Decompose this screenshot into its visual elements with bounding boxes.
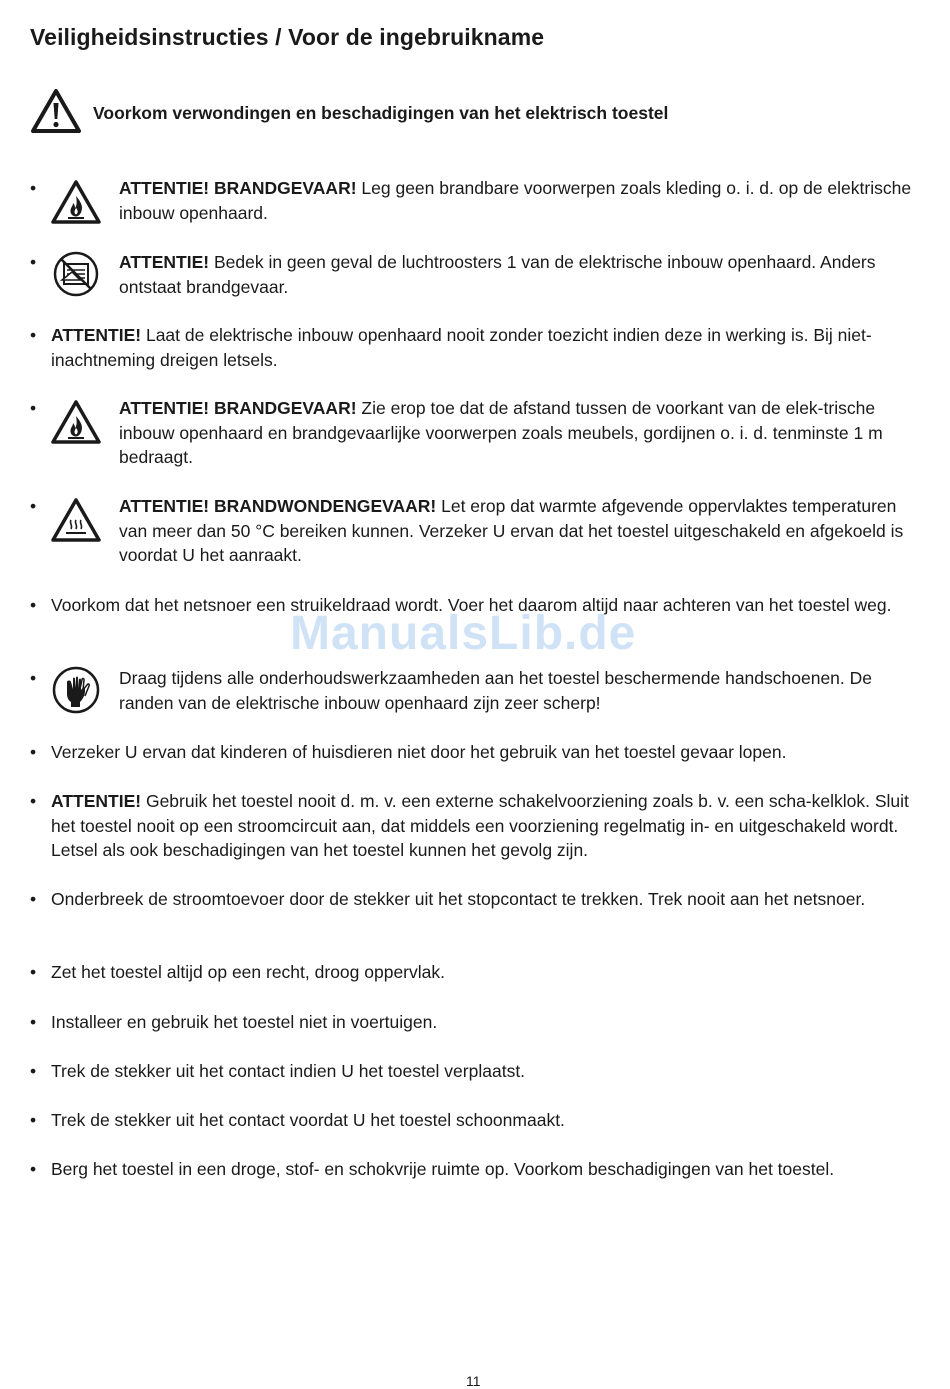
item-text: Zet het toestel altijd op een recht, droog oppervlak.	[51, 962, 445, 982]
item-strong: ATTENTIE! BRANDGEVAAR!	[119, 398, 357, 418]
list-item	[30, 250, 912, 299]
item-text: Onderbreek de stroomtoevoer door de stekker uit het stopcontact te trekken. Trek nooit aan het netsnoer.	[51, 889, 866, 909]
warning-triangle-icon	[30, 88, 82, 134]
item-text: Zie erop toe dat de afstand tussen de voorkant van de elek-trische inbouw openhaard en brandgevaarlijke voorwerpen zoals meubels, gordijnen o. i. d. tenminste 1 m bedraagt.	[119, 398, 883, 467]
list-item	[30, 1108, 912, 1133]
bullet: •	[30, 889, 37, 909]
item-text: Draag tijdens alle onderhoudswerkzaamheden aan het toestel beschermende handschoenen. De randen van de elektrische inbouw openhaard zijn zeer scherp!	[119, 668, 873, 713]
bullet: •	[30, 1061, 37, 1081]
list-item	[30, 740, 912, 765]
list-item	[30, 1059, 912, 1084]
fire-hazard-triangle-icon	[50, 398, 102, 446]
item-text: Trek de stekker uit het contact indien U het toestel verplaatst.	[51, 1061, 526, 1081]
fire-hazard-triangle-icon	[50, 178, 102, 226]
main-warning: Voorkom verwondingen en beschadigingen van het elektrisch toestel	[93, 103, 669, 123]
bullet: •	[30, 668, 37, 688]
bullet: •	[30, 398, 37, 418]
list-item	[30, 323, 912, 372]
hot-surface-triangle-icon	[50, 496, 102, 544]
item-strong: ATTENTIE! BRANDWONDENGEVAAR!	[119, 496, 437, 516]
item-text: Trek de stekker uit het contact voordat U het toestel schoonmaakt.	[51, 1110, 565, 1130]
bullet: •	[30, 252, 37, 272]
item-strong: ATTENTIE!	[119, 252, 210, 272]
list-item	[30, 789, 912, 863]
do-not-cover-icon	[50, 250, 102, 298]
bullet: •	[30, 325, 37, 345]
page-title: Veiligheidsinstructies / Voor de ingebruikname	[30, 24, 545, 50]
bullet: •	[30, 742, 37, 762]
list-item	[30, 666, 912, 715]
bullet: •	[30, 1012, 37, 1032]
list-item	[30, 396, 912, 470]
item-text: Laat de elektrische inbouw openhaard nooit zonder toezicht indien deze in werking is. Bij niet- inachtneming dreigen letsels.	[51, 325, 872, 370]
list-item	[30, 1010, 912, 1035]
bullet: •	[30, 1159, 37, 1179]
item-text: Voorkom dat het netsnoer een struikeldraad wordt. Voer het daarom altijd naar achteren van het toestel weg.	[51, 595, 892, 615]
bullet: •	[30, 962, 37, 982]
list-item	[30, 960, 912, 985]
item-text: Gebruik het toestel nooit d. m. v. een externe schakelvoorziening zoals b. v. een scha-kelklok. Sluit het toestel nooit op een stroomcircuit aan, dat middels een voorziening regelmatig in- en uitgeschakeld wordt. Letsel als ook beschadigingen van het toestel kunnen het gevolg zijn.	[51, 791, 909, 860]
list-item	[30, 887, 912, 912]
bullet: •	[30, 1110, 37, 1130]
item-text: Installeer en gebruik het toestel niet in voertuigen.	[51, 1012, 438, 1032]
item-text: Berg het toestel in een droge, stof- en schokvrije ruimte op. Voorkom beschadigingen van het toestel.	[51, 1159, 835, 1179]
item-strong: ATTENTIE!	[51, 325, 142, 345]
bullet: •	[30, 178, 37, 198]
item-strong: ATTENTIE!	[51, 791, 142, 811]
watermark: ManualsLib.de	[290, 607, 637, 660]
list-item	[30, 1157, 912, 1182]
page-number: 11	[466, 1373, 481, 1389]
item-strong: ATTENTIE! BRANDGEVAAR!	[119, 178, 357, 198]
bullet: •	[30, 595, 37, 615]
wear-gloves-icon	[50, 666, 102, 714]
list-item	[30, 494, 912, 568]
list-item	[30, 176, 912, 225]
item-text: Leg geen brandbare voorwerpen zoals kleding o. i. d. op de elektrische inbouw openhaard.	[119, 178, 912, 223]
item-text: Bedek in geen geval de luchtroosters 1 van de elektrische inbouw openhaard. Anders ontstaat brandgevaar.	[119, 252, 876, 297]
item-text: Let erop dat warmte afgevende oppervlaktes temperaturen van meer dan 50 °C bereiken kunnen. Verzeker U ervan dat het toestel uitgeschakeld en afgekoeld is voordat U het aanraakt.	[119, 496, 904, 565]
item-text: Verzeker U ervan dat kinderen of huisdieren niet door het gebruik van het toestel gevaar lopen.	[51, 742, 787, 762]
bullet: •	[30, 791, 37, 811]
bullet: •	[30, 496, 37, 516]
